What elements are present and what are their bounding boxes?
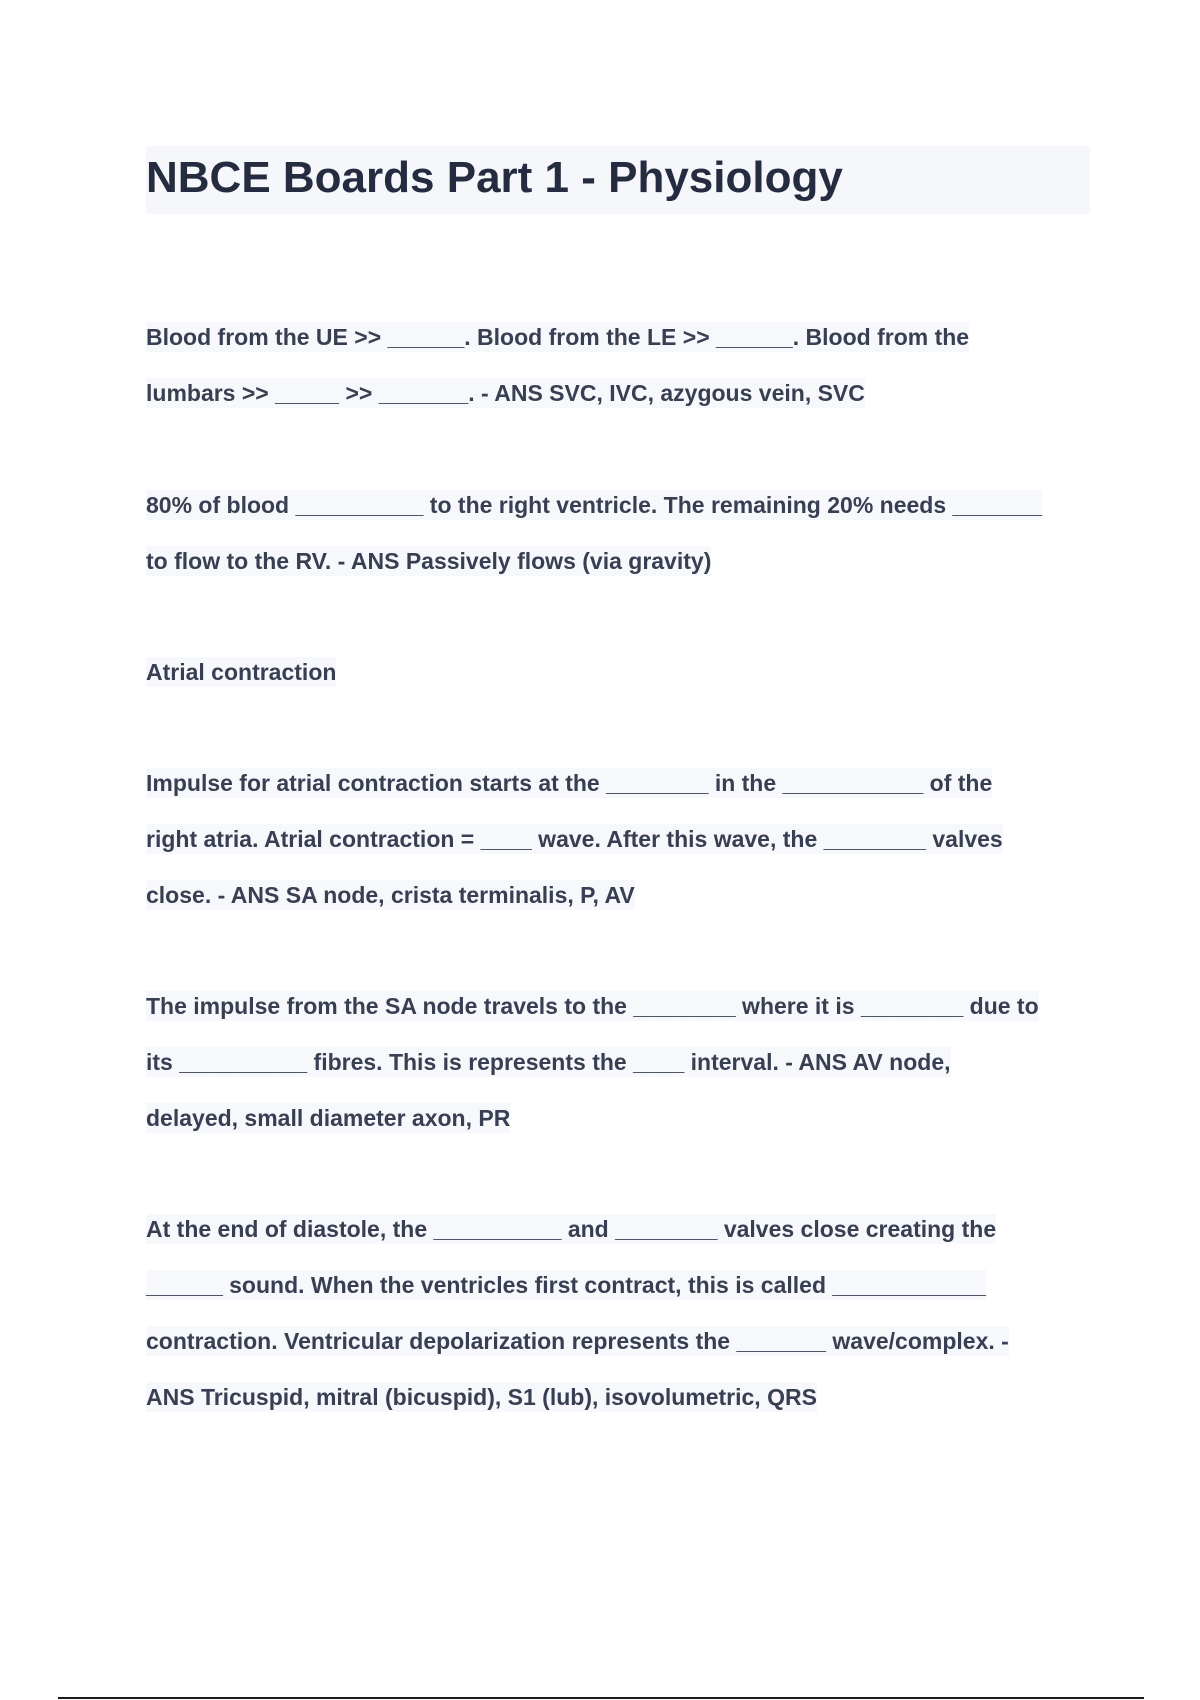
flashcard-line: lumbars >> _____ >> _______. - ANS SVC, IVC, azygous vein, SVC (146, 380, 865, 406)
flashcard-line: delayed, small diameter axon, PR (146, 1105, 511, 1131)
flashcard-line: to flow to the RV. - ANS Passively flows (via gravity) (146, 548, 712, 574)
flashcard-line: close. - ANS SA node, crista terminalis, P, AV (146, 882, 635, 908)
document-title: NBCE Boards Part 1 - Physiology (146, 153, 843, 202)
flashcard-6 (146, 1201, 1009, 1425)
flashcard-line: Impulse for atrial contraction starts at the ________ in the ___________ of the (146, 770, 993, 796)
flashcard-1 (146, 309, 969, 421)
flashcard-line: its __________ fibres. This is represents the ____ interval. - ANS AV node, (146, 1049, 951, 1075)
flashcard-line: contraction. Ventricular depolarization represents the _______ wave/complex. - (146, 1328, 1009, 1354)
flashcard-2 (146, 477, 1042, 589)
flashcard-line: The impulse from the SA node travels to the ________ where it is ________ due to (146, 993, 1039, 1019)
flashcard-5 (146, 978, 1039, 1146)
flashcard-line: At the end of diastole, the __________ and ________ valves close creating the (146, 1216, 997, 1242)
page-bottom-divider (58, 1697, 1144, 1699)
flashcard-line: Atrial contraction (146, 659, 337, 685)
flashcard-line: 80% of blood __________ to the right ventricle. The remaining 20% needs _______ (146, 492, 1043, 518)
flashcard-3 (146, 644, 336, 700)
flashcard-line: Blood from the UE >> ______. Blood from the LE >> ______. Blood from the (146, 324, 970, 350)
flashcard-line: right atria. Atrial contraction = ____ wave. After this wave, the ________ valves (146, 826, 1003, 852)
flashcard-line: ______ sound. When the ventricles first contract, this is called ____________ (146, 1272, 986, 1298)
flashcard-line: ANS Tricuspid, mitral (bicuspid), S1 (lub), isovolumetric, QRS (146, 1384, 817, 1410)
flashcard-4 (146, 755, 1003, 923)
